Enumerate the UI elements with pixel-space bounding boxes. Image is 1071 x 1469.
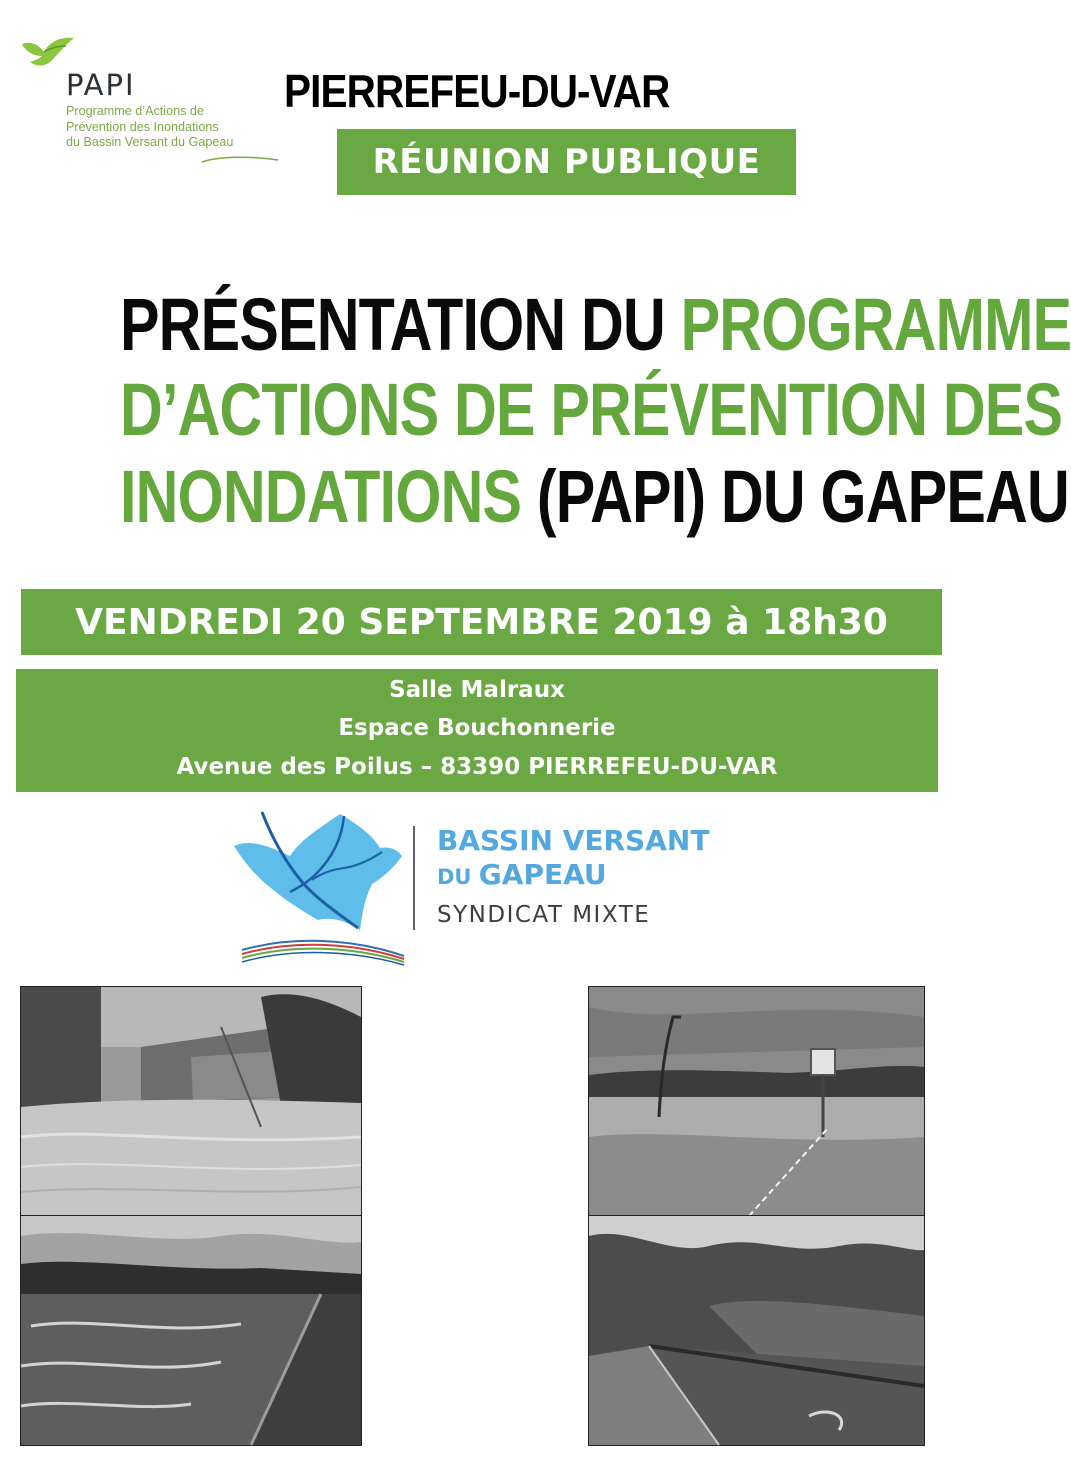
papi-desc-line: Prévention des Inondations xyxy=(66,119,219,134)
headline-line-1 xyxy=(120,283,1071,366)
watershed-map-icon xyxy=(232,808,412,968)
public-meeting-banner: RÉUNION PUBLIQUE xyxy=(337,129,796,195)
papi-swoosh-icon xyxy=(200,154,280,166)
headline-green-text: PROGRAMME xyxy=(680,283,1071,366)
flooded-street-photo-icon xyxy=(21,987,361,1216)
event-venue-banner xyxy=(16,669,938,792)
bv-subtitle-prefix: DU xyxy=(437,865,479,889)
town-title: PIERREFEU-DU-VAR xyxy=(284,65,670,117)
headline-black-text: (PAPI) DU GAPEAU xyxy=(536,455,1069,538)
bv-syndicat: SYNDICAT MIXTE xyxy=(437,902,651,928)
photo-flooded-park xyxy=(588,986,925,1217)
event-date-banner: VENDREDI 20 SEPTEMBRE 2019 à 18h30 xyxy=(21,589,942,655)
riverbank-wall-photo-icon xyxy=(589,1216,924,1445)
flooded-park-photo-icon xyxy=(589,987,924,1216)
papi-desc-line: du Bassin Versant du Gapeau xyxy=(66,135,234,149)
bv-subtitle xyxy=(437,858,607,891)
photo-riverbank-wall xyxy=(588,1215,925,1446)
photo-flooded-river xyxy=(20,1215,362,1446)
photo-flooded-street xyxy=(20,986,362,1217)
venue-line: Espace Bouchonnerie xyxy=(338,715,616,741)
bassin-versant-logo xyxy=(232,808,742,968)
flooded-river-photo-icon xyxy=(21,1216,361,1445)
headline-green-text: D’ACTIONS DE PRÉVENTION DES xyxy=(120,368,1063,451)
papi-logo xyxy=(14,30,276,180)
bv-subtitle-main: GAPEAU xyxy=(478,858,607,891)
headline-line-2 xyxy=(120,368,1063,451)
papi-description xyxy=(66,104,281,151)
logo-divider xyxy=(413,826,415,930)
venue-line: Salle Malraux xyxy=(389,677,565,703)
headline-line-3 xyxy=(120,455,1069,538)
bv-title: BASSIN VERSANT xyxy=(437,824,710,857)
papi-desc-line: Programme d’Actions de xyxy=(66,104,204,118)
papi-name: PAPI xyxy=(66,68,136,102)
venue-line: Avenue des Poilus – 83390 PIERREFEU-DU-VAR xyxy=(176,754,778,780)
headline-black-text: PRÉSENTATION DU xyxy=(120,283,681,366)
headline-green-text: INONDATIONS xyxy=(120,455,537,538)
